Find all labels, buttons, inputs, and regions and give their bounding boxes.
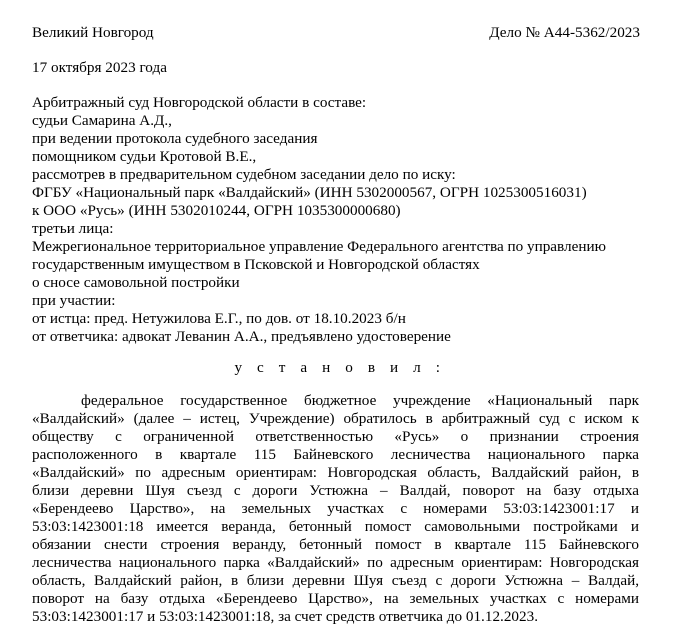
body-line: расположенного в квартале 115 Байневского лесничества национального парка: [32, 446, 639, 463]
body-line: лесничества национального парка «Валдайский» по адресным ориентирам: Новгородская: [32, 554, 639, 571]
intro-line: при ведении протокола судебного заседания: [32, 130, 318, 147]
intro-line: помощником судьи Кротовой В.Е.,: [32, 148, 257, 165]
body-line: 53:03:1423001:18 имеется веранда, бетонный помост самовольными постройками и: [32, 518, 639, 535]
intro-line: рассмотрев в предварительном судебном заседании дело по иску:: [32, 166, 456, 183]
intro-line: третьи лица:: [32, 220, 114, 237]
body-line: 53:03:1423001:17 и 53:03:1423001:18, за счет средств ответчика до 01.12.2023.: [32, 608, 539, 625]
plaintiff-line: ФГБУ «Национальный парк «Валдайский» (ИНН 5302000567, ОГРН 1025300516031): [32, 184, 587, 201]
intro-line: судьи Самарина А.Д.,: [32, 112, 172, 129]
body-line: «Берендеево Царство», на земельных участках с номерами 53:03:1423001:17 и: [32, 500, 639, 517]
body-line: «Валдайский» по адресным ориентирам: Новгородская область, Валдайский район, в: [32, 464, 639, 481]
defendant-line: к ООО «Русь» (ИНН 5302010244, ОГРН 1035300000680): [32, 202, 401, 219]
city-name: Великий Новгород: [32, 24, 154, 41]
body-line: область, Валдайский район, в близи деревни Шуя съезд с дороги Устюжна – Валдай,: [32, 572, 639, 589]
body-line: федеральное государственное бюджетное учреждение «Национальный парк: [81, 392, 639, 409]
body-line: близи деревни Шуя съезд с дороги Устюжна – Валдай, поворот на базу отдыха: [32, 482, 639, 499]
third-party-line: государственным имуществом в Псковской и Новгородской областях: [32, 256, 480, 273]
body-line: обязании снести строения веранду, бетонный помост в квартале 115 Байневского: [32, 536, 639, 553]
third-party-line: Межрегиональное территориальное управление Федерального агентства по управлению: [32, 238, 606, 255]
ruling-date: 17 октября 2023 года: [32, 59, 167, 76]
claim-subject-line: о сносе самовольной постройки: [32, 274, 240, 291]
body-line: «Валдайский» (далее – истец, Учреждение) обратилось в арбитражный суд с иском к: [32, 410, 639, 427]
participant-line: от ответчика: адвокат Леванин А.А., предъявлено удостоверение: [32, 328, 451, 345]
case-number: Дело № А44-5362/2023: [489, 24, 640, 41]
participant-line: от истца: пред. Нетужилова Е.Г., по дов. от 18.10.2023 б/н: [32, 310, 406, 327]
intro-line: Арбитражный суд Новгородской области в составе:: [32, 94, 367, 111]
body-line: обществу с ограниченной ответственностью «Русь» о признании строения: [32, 428, 639, 445]
body-line: поворот на базу отдыха «Берендеево Царство», на земельных участках с номерами: [32, 590, 639, 607]
section-heading: у с т а н о в и л :: [234, 359, 446, 376]
intro-line: при участии:: [32, 292, 116, 309]
